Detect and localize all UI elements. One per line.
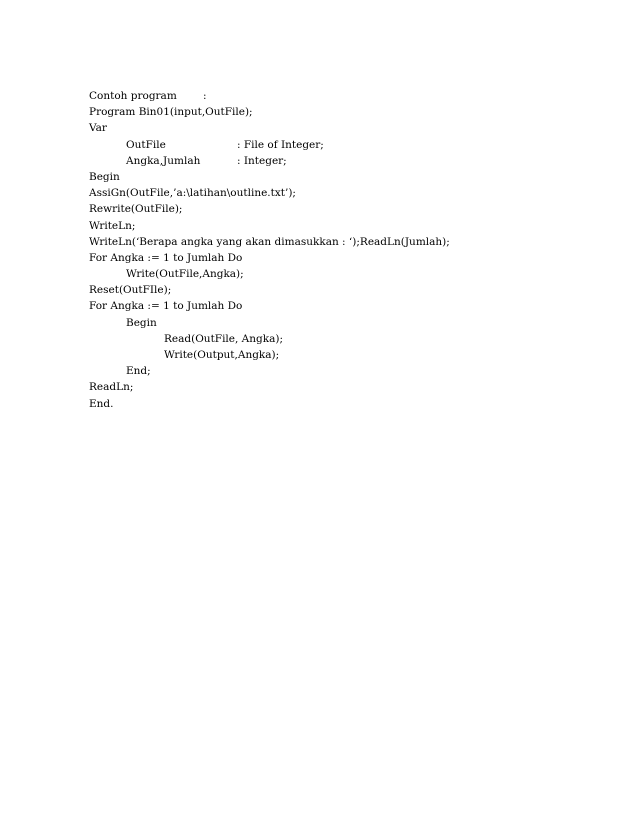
code-line	[89, 250, 609, 266]
code-text: Var	[89, 122, 107, 135]
code-text: Write(Output,Angka);	[164, 349, 280, 361]
code-text: WriteLn(‘Berapa angka yang akan dimasukkan : ‘);ReadLn(Jumlah);	[89, 235, 450, 248]
var-name: OutFile	[126, 138, 166, 151]
code-line	[89, 169, 609, 185]
var-type: : Integer;	[237, 154, 287, 167]
code-line	[89, 298, 609, 314]
code-line	[89, 104, 609, 120]
code-line	[89, 88, 609, 104]
code-text: WriteLn;	[89, 219, 136, 232]
code-line	[89, 315, 609, 331]
code-line	[89, 347, 609, 363]
code-line	[89, 153, 609, 169]
code-listing	[89, 88, 609, 412]
code-line	[89, 363, 609, 379]
code-line	[89, 234, 609, 250]
code-line	[89, 379, 609, 395]
code-text: Write(OutFile,Angka);	[126, 268, 244, 281]
code-line	[89, 266, 609, 282]
var-name: Angka,Jumlah	[126, 154, 201, 167]
label-text: Contoh program	[89, 90, 177, 102]
code-line	[89, 282, 609, 298]
code-line	[89, 396, 609, 412]
code-text: Begin	[126, 316, 157, 329]
code-text: For Angka := 1 to Jumlah Do	[89, 300, 243, 313]
code-text: Begin	[89, 170, 120, 183]
code-line	[89, 137, 609, 153]
code-text: Rewrite(OutFile);	[89, 203, 183, 216]
code-text: Read(OutFile, Angka);	[164, 332, 284, 345]
code-text: ReadLn;	[89, 381, 134, 394]
code-text: End;	[126, 365, 151, 378]
code-line	[89, 331, 609, 347]
code-line	[89, 218, 609, 234]
code-text: Reset(OutFIle);	[89, 284, 172, 297]
code-text: End.	[89, 397, 114, 410]
var-type: : File of Integer;	[237, 138, 324, 151]
code-text: For Angka := 1 to Jumlah Do	[89, 251, 243, 264]
code-line	[89, 185, 609, 201]
label-colon: :	[203, 90, 207, 102]
code-text: AssiGn(OutFile,’a:\latihan\outline.txt’);	[89, 187, 296, 200]
code-text: Program Bin01(input,OutFile);	[89, 106, 253, 119]
code-line	[89, 120, 609, 136]
code-line	[89, 201, 609, 217]
